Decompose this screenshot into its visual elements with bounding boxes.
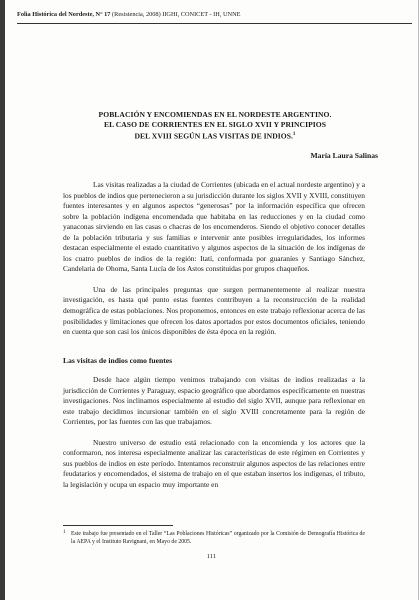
- section-text: [63, 375, 365, 490]
- section-paragraph-2: Nuestro universo de estudio está relacionado con la encomienda y los actores que la conformaron, nos interesa especialmente analizar las características de este régimen en Corrientes y sus pueblos de indios en este período. Intentamos reconstruir algunos aspectos de las relaciones entre feudatarios y encomendados, el sistema de trabajo en el que estaban insertos los indígenas, el tributo, la legislación y ocupa un espacio muy importante en: [63, 437, 365, 489]
- page-number: 111: [206, 553, 217, 560]
- intro-paragraph-1: Las visitas realizadas a la ciudad de Corrientes (ubicada en el actual nordeste argentino) y a los pueblos de indios que pertenecieron a su jurisdicción durante los siglos XVII y XVIII, constituyen fuentes interesantes y en algunos aspectos “generosas” por la información específica que ofrecen sobre la población indígena encomendada que habitaba en las reducciones y en la ciudad como yanaconas sirviendo en las casas o chacras de los encomenderos. Siendo el objetivo conocer detalles de la población tributaria y sus familias e intervenir ante posibles irregularidades, los informes destacan especialmente el estado cuantitativo y algunos aspectos de la situación de los indígenas de los cuatro pueblos de indios de la región: Itatí, conformada por guaraníes y Santiago Sánchez, Candelaria de Ohoma, Santa Lucía de los Astos constituidas por grupos chaqueños.: [63, 180, 365, 274]
- title-line-3-text: DEL XVIII SEGÚN LAS VISITAS DE INDIOS.: [134, 131, 293, 141]
- footnote-rule: [63, 525, 173, 526]
- footnote: [63, 530, 365, 546]
- title-footnote-mark: 1: [292, 132, 296, 137]
- running-head: [17, 11, 412, 18]
- title-line-3: [45, 130, 385, 142]
- journal-details: (Resistencia, 2008) IIGHI, CONICET - IH, UNNE: [112, 11, 241, 18]
- title-line-2: EL CASO DE CORRIENTES EN EL SIGLO XVII Y PRINCIPIOS: [103, 120, 327, 129]
- section-paragraph-1: Desde hace algún tiempo venimos trabajando con visitas de indios realizadas a la jurisdicción de Corrientes y Paraguay, espacio geográfico que abordamos específicamente en nuestras investigaciones. Nos inclinamos especialmente al estudio del siglo XVII, aunque para reflexionar en este trabajo decidimos incursionar también en el siglo XVIII concretamente para la región de Corrientes, por las fuentes con las que trabajamos.: [63, 375, 365, 427]
- footnote-text: Este trabajo fue presentado en el Taller “Las Poblaciones Históricas” organizado por la Comisión de Demografía Histórica de la AEPA y el Instituto Ravignani, en Mayo de 2005.: [71, 531, 365, 546]
- footnote-number: 1: [63, 530, 66, 535]
- intro-paragraph-2: Una de las principales preguntas que surgen permanentemente al realizar nuestra investigación, es hasta qué punto estas fuentes contribuyen a la reconstrucción de la realidad demográfica de estas poblaciones. Nos proponemos, entonces en este trabajo reflexionar acerca de las posibilidades y limitaciones que ofrecen los datos aportados por estos documentos oficiales, teniendo en cuenta que son casi los únicos disponibles de ésta época en la región.: [63, 284, 365, 337]
- author-name: María Laura Salinas: [310, 151, 378, 160]
- intro-text: [63, 180, 365, 338]
- title-line-1: POBLACIÓN Y ENCOMIENDAS EN EL NORDESTE ARGENTINO.: [98, 110, 332, 119]
- section-heading: Las visitas de indios como fuentes: [63, 356, 173, 365]
- article-title: [45, 110, 385, 142]
- header-rule: [17, 23, 412, 24]
- journal-name: Folia Histórica del Nordeste, N° 17: [17, 11, 111, 18]
